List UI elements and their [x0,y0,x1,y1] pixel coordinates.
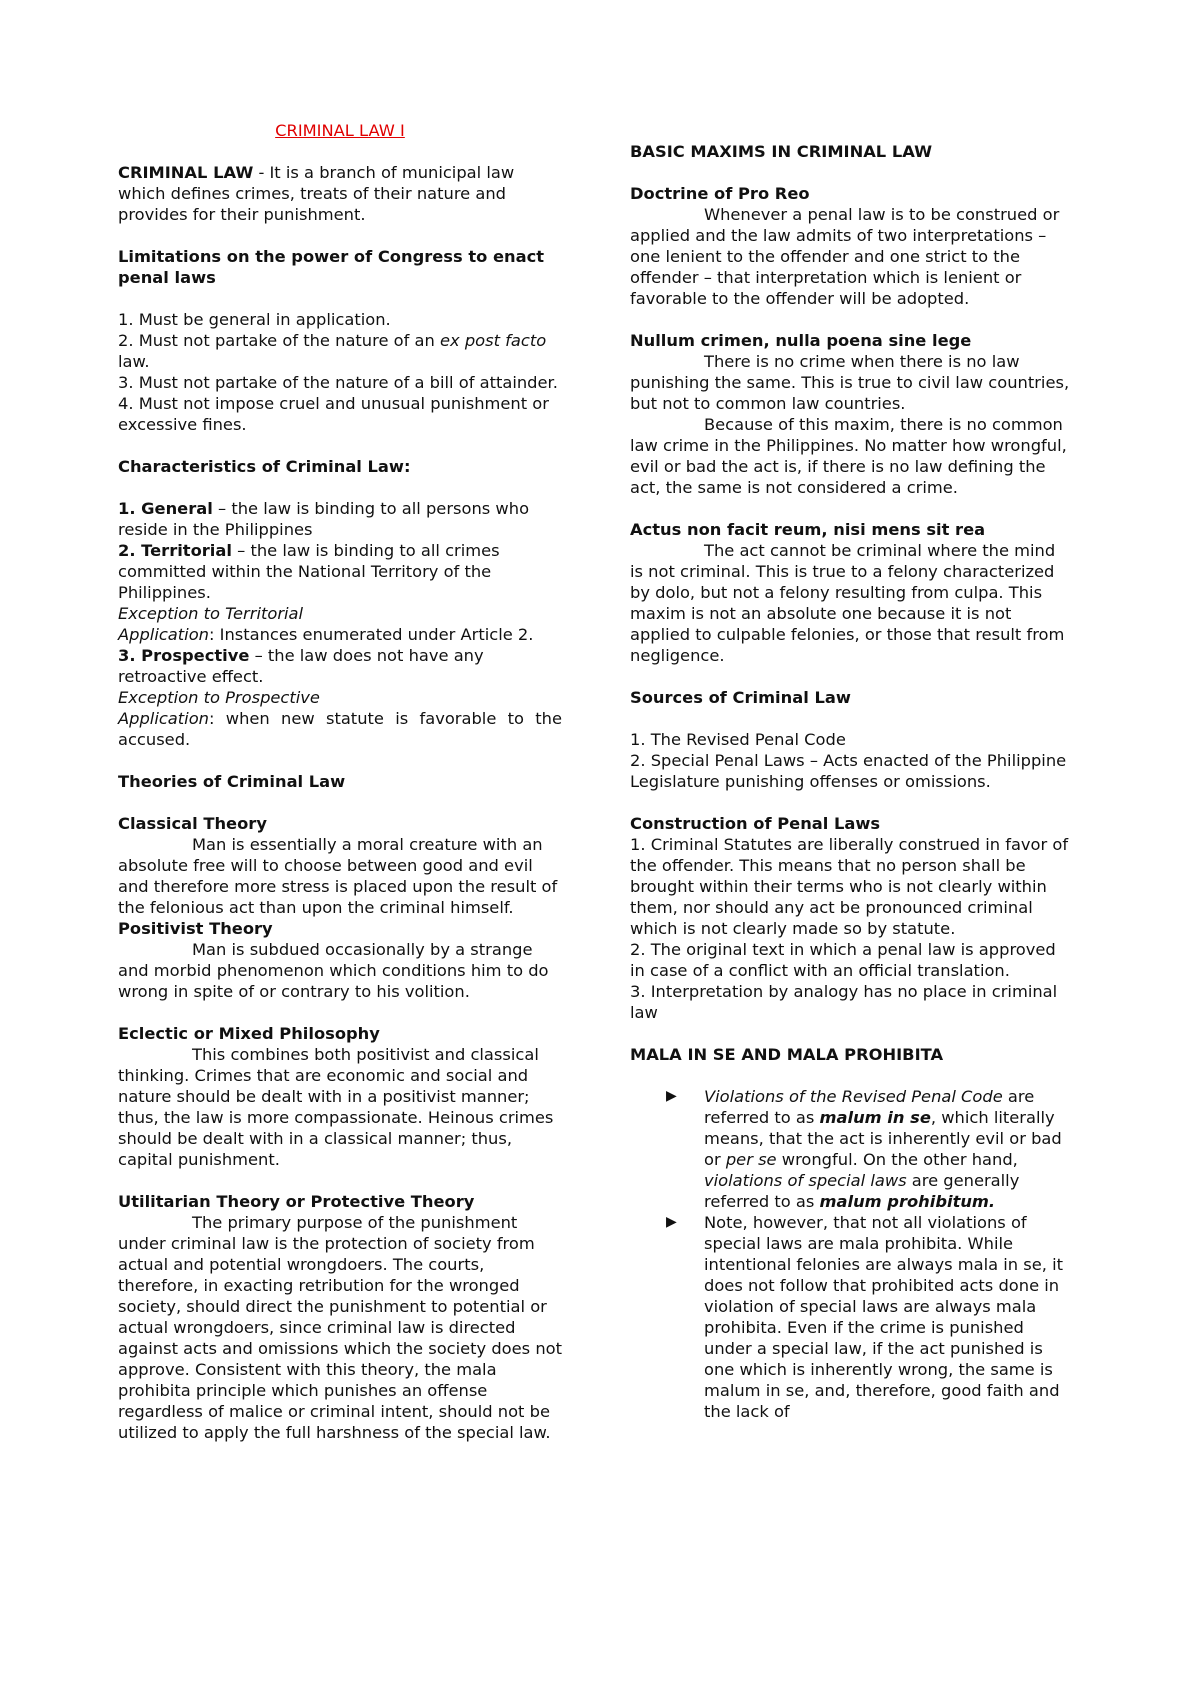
utilitarian-heading: Utilitarian Theory or Protective Theory [118,1192,475,1211]
utilitarian-text: The primary purpose of the punishment under criminal law is the protection of society from actual and potential wrongdoers. The courts, therefore, in exacting retribution for the wronged society, should direct the punishment to potential or actual wrongdoers, since criminal law is directed against acts and omissions which the society does not approve. Consistent with this theory, the mala prohibita principle which punishes an offense regardless of malice or criminal intent, should not be utilized to apply the full harshness of the special law. [118,1213,562,1442]
limitation-item-4: 4. Must not impose cruel and unusual punishment or excessive fines. [118,394,549,434]
general-text: – the law is binding to all persons who reside in the Philippines [118,499,530,539]
criminal-law-definition [118,162,562,225]
eclectic-text: This combines both positivist and classical thinking. Crimes that are economic and social and nature should be dealt with in a positivist manner; thus, the law is more compassionate. Heinous crimes should be dealt with in a classical manner; thus, capital punishment. [118,1045,554,1169]
bullet1-part4: , which literally means, that the act is inherently evil or bad or [704,1108,1062,1169]
limitation-item-2-em: ex post facto [440,331,547,350]
limitations-heading: Limitations on the power of Congress to enact penal laws [118,247,545,287]
classical-theory-text: Man is essentially a moral creature with an absolute free will to choose between good and evil and therefore more stress is placed upon the result of the felonious act than upon the criminal himself. [118,835,558,917]
right-column [630,141,1070,1422]
exception-prospective-title: Exception to Prospective [118,688,320,707]
exception-prospective [118,687,562,750]
construction-item-3: 3. Interpretation by analogy has no place in criminal law [630,982,1058,1022]
right-pointer-icon: ▶ [666,1088,677,1104]
limitation-item-2 [118,330,562,372]
mala-bullet-list [630,1086,1070,1422]
limitation-item-2-pre: 2. Must not partake of the nature of an [118,331,440,350]
bullet1-part8: are generally referred to as [704,1171,1020,1211]
bullet1-part6: wrongful. On the other hand, [776,1150,1018,1169]
exception-territorial-title: Exception to Territorial [118,604,304,623]
definition-term: CRIMINAL LAW [118,163,254,182]
sources-item-1: 1. The Revised Penal Code [630,730,846,749]
pro-reo-text: Whenever a penal law is to be construed or applied and the law admits of two interpretations – one lenient to the offender and one strict to the offender – that interpretation which is lenient or favorable to the offender will be adopted. [630,205,1060,308]
bullet1-part2: are referred to as [704,1087,1035,1127]
right-pointer-icon: ▶ [666,1214,677,1230]
list-item [630,1086,1070,1212]
construction-heading: Construction of Penal Laws [630,814,881,833]
document-title: CRIMINAL LAW I [275,121,405,140]
territorial-label: 2. Territorial [118,541,232,560]
construction-item-1: 1. Criminal Statutes are liberally construed in favor of the offender. This means that no person shall be brought within their terms who is not clearly within them, nor should any act be pronounced criminal which is not clearly made so by statute. [630,835,1069,938]
maxims-heading: BASIC MAXIMS IN CRIMINAL LAW [630,142,933,161]
exception-territorial [118,603,562,645]
theories-heading: Theories of Criminal Law [118,772,346,791]
bullet1-part7: violations of special laws [704,1171,907,1190]
definition-text: - It is a branch of municipal law which defines crimes, treats of their nature and provides for their punishment. [118,163,515,224]
exception-territorial-text: : Instances enumerated under Article 2. [208,625,534,644]
bullet1-part3: malum in se [819,1108,931,1127]
list-item [630,1212,1070,1422]
pro-reo-heading: Doctrine of Pro Reo [630,184,810,203]
sources-heading: Sources of Criminal Law [630,688,851,707]
exception-prospective-text: : when new statute is favorable to the accused. [118,709,562,749]
sources-item-2: 2. Special Penal Laws – Acts enacted of the Philippine Legislature punishing offenses or omissions. [630,751,1067,791]
bullet2-text: Note, however, that not all violations of special laws are mala prohibita. While intentional felonies are always mala in se, it does not follow that prohibited acts done in violation of special laws are always mala prohibita. Even if the crime is punished under a special law, if the act punished is one which is inherently wrong, the same is malum in se, and, therefore, good faith and the lack of [704,1213,1064,1421]
bullet1-part9: malum prohibitum. [819,1192,996,1211]
positivist-theory-heading: Positivist Theory [118,919,273,938]
positivist-theory-text: Man is subdued occasionally by a strange and morbid phenomenon which conditions him to do wrong in spite of or contrary to his volition. [118,940,549,1001]
limitation-item-2-post: law. [118,352,150,371]
construction-item-2: 2. The original text in which a penal law is approved in case of a conflict with an official translation. [630,940,1056,980]
eclectic-heading: Eclectic or Mixed Philosophy [118,1024,380,1043]
limitation-item-1: 1. Must be general in application. [118,310,391,329]
prospective-label: 3. Prospective [118,646,250,665]
prospective-text: – the law does not have any retroactive effect. [118,646,484,686]
left-column [118,120,562,1443]
nullum-crimen-heading: Nullum crimen, nulla poena sine lege [630,331,972,350]
characteristic-prospective [118,645,562,687]
bullet1-part1: Violations of the Revised Penal Code [704,1087,1003,1106]
characteristics-heading: Characteristics of Criminal Law: [118,457,411,476]
nullum-crimen-text-2: Because of this maxim, there is no common law crime in the Philippines. No matter how wrongful, evil or bad the act is, if there is no law defining the act, the same is not considered a crime. [630,415,1067,497]
limitation-item-3: 3. Must not partake of the nature of a bill of attainder. [118,373,558,392]
bullet1-part5: per se [725,1150,777,1169]
characteristic-general [118,498,562,540]
actus-text: The act cannot be criminal where the mind is not criminal. This is true to a felony characterized by dolo, but not a felony resulting from culpa. This maxim is not an absolute one because it is not applied to culpable felonies, or those that result from negligence. [630,541,1065,665]
nullum-crimen-text-1: There is no crime when there is no law punishing the same. This is true to civil law countries, but not to common law countries. [630,352,1070,413]
mala-heading: MALA IN SE AND MALA PROHIBITA [630,1045,944,1064]
territorial-text: – the law is binding to all crimes committed within the National Territory of the Philippines. [118,541,500,602]
general-label: 1. General [118,499,213,518]
characteristic-territorial [118,540,562,603]
actus-heading: Actus non facit reum, nisi mens sit rea [630,520,986,539]
exception-territorial-label: Application [118,625,209,644]
exception-prospective-label: Application [118,709,209,728]
classical-theory-heading: Classical Theory [118,814,267,833]
